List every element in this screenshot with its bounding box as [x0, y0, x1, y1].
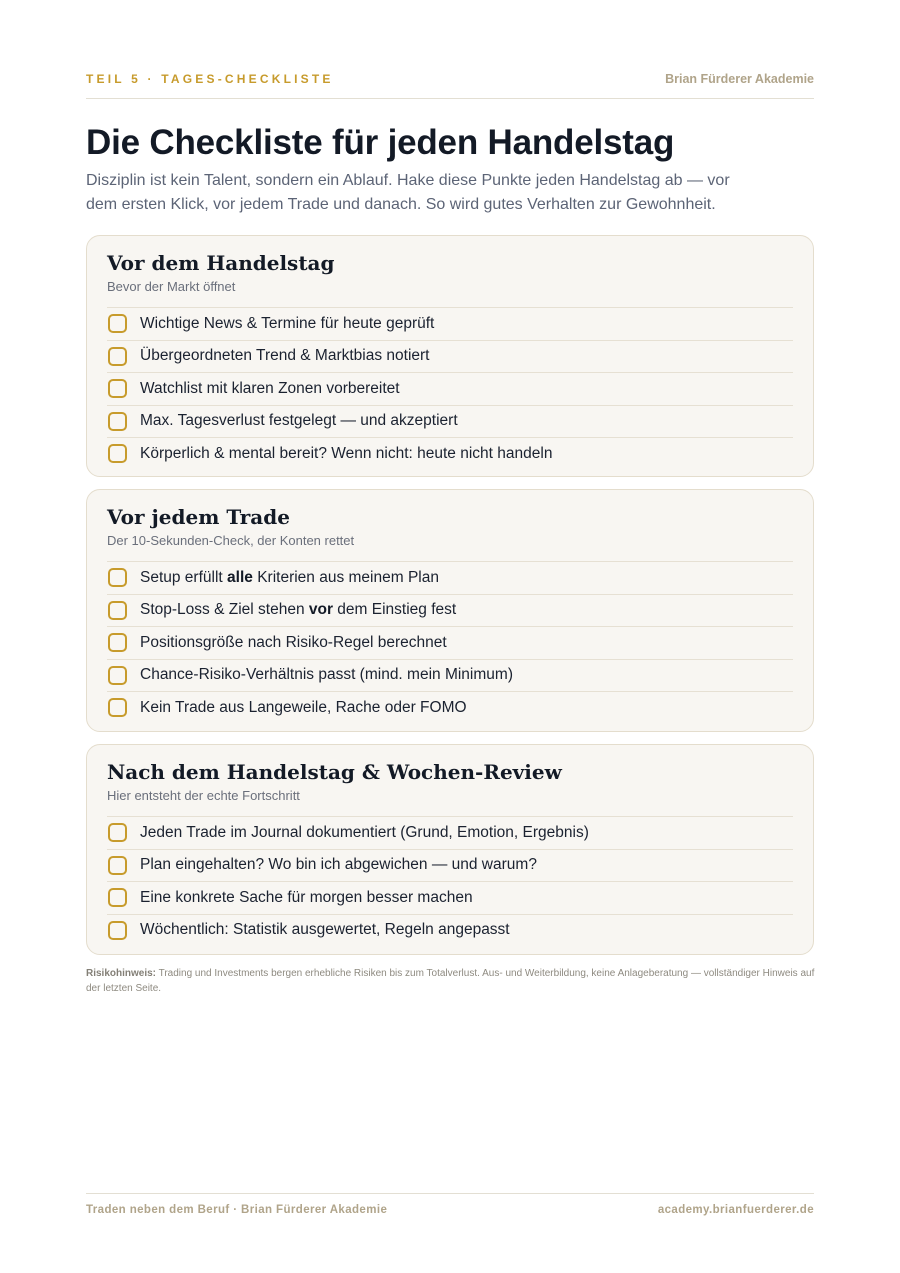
- checkbox-icon[interactable]: [108, 347, 127, 366]
- checklist-item[interactable]: [107, 405, 793, 438]
- checkbox-icon[interactable]: [108, 666, 127, 685]
- item-text: Setup erfüllt alle Kriterien aus meinem Plan: [140, 568, 439, 586]
- item-text: Watchlist mit klaren Zonen vorbereitet: [140, 379, 400, 397]
- item-text: Übergeordneten Trend & Marktbias notiert: [140, 347, 430, 365]
- checklist-item[interactable]: [107, 881, 793, 914]
- checklist-item[interactable]: [107, 816, 793, 849]
- checklist-item[interactable]: [107, 691, 793, 724]
- checklist-item[interactable]: [107, 659, 793, 692]
- checklist-item[interactable]: [107, 626, 793, 659]
- checklist-item[interactable]: [107, 372, 793, 405]
- item-text: Jeden Trade im Journal dokumentiert (Grund, Emotion, Ergebnis): [140, 823, 589, 841]
- page-header: [86, 72, 814, 99]
- risk-text: Trading und Investments bergen erhebliche Risiken bis zum Totalverlust. Aus- und Weiterbildung, keine Anlageberatung — vollständiger Hinweis auf der letzten Seite.: [86, 968, 815, 994]
- item-text: Körperlich & mental bereit? Wenn nicht: heute nicht handeln: [140, 444, 553, 462]
- section-title: Vor dem Handelstag: [107, 251, 335, 275]
- checklist-item[interactable]: [107, 340, 793, 373]
- section-kicker: TEIL 5 · TAGES-CHECKLISTE: [86, 72, 334, 86]
- section-title: Nach dem Handelstag & Wochen-Review: [107, 760, 562, 784]
- checkbox-icon[interactable]: [108, 888, 127, 907]
- checklist-item[interactable]: [107, 594, 793, 627]
- checklist: [107, 561, 793, 724]
- section-subtitle: Bevor der Markt öffnet: [107, 279, 236, 294]
- checkbox-icon[interactable]: [108, 568, 127, 587]
- checkbox-icon[interactable]: [108, 444, 127, 463]
- checklist: [107, 816, 793, 946]
- item-text: Plan eingehalten? Wo bin ich abgewichen — und warum?: [140, 856, 537, 874]
- checkbox-icon[interactable]: [108, 856, 127, 875]
- intro-text: Disziplin ist kein Talent, sondern ein Ablauf. Hake diese Punkte jeden Handelstag ab — vor dem ersten Klick, vor jedem Trade und danach. So wird gutes Verhalten zur Gewohnheit.: [86, 172, 730, 213]
- checkbox-icon[interactable]: [108, 698, 127, 717]
- checkbox-icon[interactable]: [108, 379, 127, 398]
- checkbox-icon[interactable]: [108, 412, 127, 431]
- item-text: Max. Tagesverlust festgelegt — und akzeptiert: [140, 412, 458, 430]
- item-text: Chance-Risiko-Verhältnis passt (mind. mein Minimum): [140, 666, 513, 684]
- checkbox-icon[interactable]: [108, 601, 127, 620]
- checklist-item[interactable]: [107, 437, 793, 470]
- brand-name: Brian Fürderer Akademie: [665, 72, 814, 86]
- section-subtitle: Der 10-Sekunden-Check, der Konten rettet: [107, 533, 355, 548]
- item-text: Positionsgröße nach Risiko-Regel berechnet: [140, 633, 447, 651]
- page-footer: [86, 1193, 814, 1216]
- item-text: Wöchentlich: Statistik ausgewertet, Regeln angepasst: [140, 921, 510, 939]
- section-card-before-day: [86, 235, 814, 477]
- checklist-item[interactable]: [107, 849, 793, 882]
- checkbox-icon[interactable]: [108, 823, 127, 842]
- item-text: Stop-Loss & Ziel stehen vor dem Einstieg fest: [140, 601, 457, 619]
- checkbox-icon[interactable]: [108, 921, 127, 940]
- risk-label: Risikohinweis:: [86, 968, 157, 979]
- item-text: Wichtige News & Termine für heute geprüft: [140, 314, 435, 332]
- page-title: Die Checkliste für jeden Handelstag: [86, 123, 675, 162]
- checklist-item[interactable]: [107, 914, 793, 947]
- section-card-after-day: [86, 744, 814, 955]
- checkbox-icon[interactable]: [108, 633, 127, 652]
- footer-left: Traden neben dem Beruf · Brian Fürderer Akademie: [86, 1204, 388, 1216]
- checkbox-icon[interactable]: [108, 314, 127, 333]
- section-title: Vor jedem Trade: [107, 505, 290, 529]
- item-text: Eine konkrete Sache für morgen besser machen: [140, 888, 473, 906]
- checklist-item[interactable]: [107, 561, 793, 594]
- section-subtitle: Hier entsteht der echte Fortschritt: [107, 788, 300, 803]
- item-text: Kein Trade aus Langeweile, Rache oder FOMO: [140, 698, 467, 716]
- footer-url[interactable]: academy.brianfuerderer.de: [657, 1204, 814, 1216]
- checklist: [107, 307, 793, 470]
- checklist-item[interactable]: [107, 307, 793, 340]
- risk-disclaimer: [86, 966, 816, 996]
- section-card-before-trade: [86, 489, 814, 732]
